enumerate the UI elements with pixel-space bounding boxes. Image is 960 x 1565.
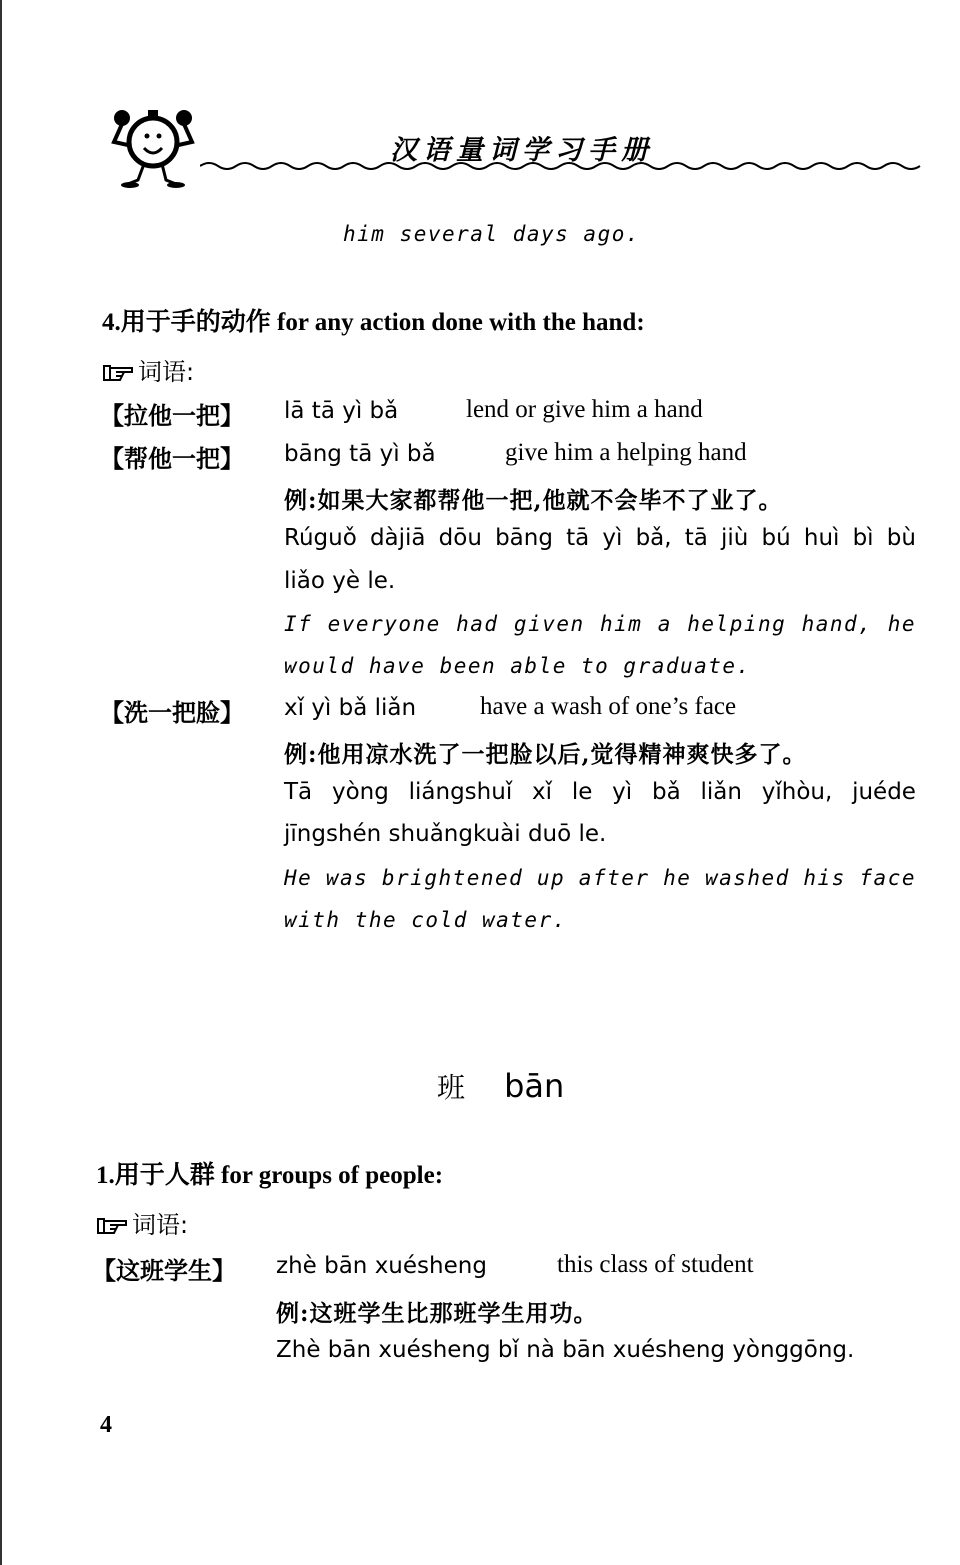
heading-chinese: 用于人群 <box>114 1162 215 1189</box>
vocab-pinyin: zhè bān xuésheng <box>276 1253 487 1279</box>
vocab-term: 【拉他一把】 <box>100 402 244 430</box>
example-pinyin-cont: liǎo yè le. <box>284 568 396 594</box>
continuation-english: him several days ago. <box>343 222 641 246</box>
page-number: 4 <box>100 1412 112 1438</box>
wavy-rule <box>200 158 925 172</box>
vocab-pinyin: xǐ yì bǎ liǎn <box>284 695 417 721</box>
running-header <box>100 98 925 193</box>
stopwatch-mascot-icon <box>100 98 210 190</box>
example-pinyin: Rúguǒ dàjiā dōu bāng tā yì bǎ, tā jiù bú huì bì bù <box>284 525 916 551</box>
example-english: If everyone had given him a helping hand, he <box>284 612 916 636</box>
example-chinese: 例:如果大家都帮他一把,他就不会毕不了业了。 <box>284 487 783 514</box>
heading-number: 4. <box>102 309 121 336</box>
example-pinyin: Zhè bān xuésheng bǐ nà bān xuésheng yònggōng. <box>276 1337 855 1363</box>
headword-pinyin: bān <box>504 1067 565 1105</box>
book-title: 汉语量词学习手册 <box>390 135 654 166</box>
vocab-term: 【洗一把脸】 <box>100 699 244 727</box>
example-english-cont: would have been able to graduate. <box>284 654 751 678</box>
vocab-term: 【帮他一把】 <box>100 445 244 473</box>
entry-headword <box>437 1066 564 1106</box>
example-english: He was brightened up after he washed his face <box>284 866 916 890</box>
pointing-hand-icon <box>102 362 136 384</box>
pointing-hand-icon <box>96 1215 130 1237</box>
heading-english: for any action done with the hand <box>277 309 637 336</box>
vocab-label: 词语: <box>96 1205 188 1240</box>
vocab-gloss: give him a helping hand <box>505 439 747 466</box>
example-chinese: 例:这班学生比那班学生用功。 <box>276 1300 598 1327</box>
section-heading: 1.用于人群 for groups of people: <box>96 1162 444 1189</box>
page-edge-line <box>0 0 2 1565</box>
vocab-term: 【这班学生】 <box>92 1257 236 1285</box>
section-heading: 4.用于手的动作 for any action done with the hand: <box>102 309 645 336</box>
vocab-gloss: have a wash of one’s face <box>480 693 737 720</box>
heading-english: for groups of people <box>221 1162 435 1189</box>
vocab-pinyin: bāng tā yì bǎ <box>284 441 436 467</box>
heading-number: 1. <box>96 1162 115 1189</box>
headword-character: 班 <box>437 1071 466 1104</box>
vocab-label: 词语: <box>102 352 194 387</box>
example-english-cont: with the cold water. <box>284 908 567 932</box>
example-pinyin-cont: jīngshén shuǎngkuài duō le. <box>284 821 607 847</box>
vocab-pinyin: lā tā yì bǎ <box>284 398 399 424</box>
vocab-gloss: lend or give him a hand <box>466 396 703 423</box>
vocab-gloss: this class of student <box>557 1251 754 1278</box>
example-pinyin: Tā yòng liángshuǐ xǐ le yì bǎ liǎn yǐhòu, juéde <box>284 779 916 805</box>
example-chinese: 例:他用凉水洗了一把脸以后,觉得精神爽快多了。 <box>284 741 807 768</box>
heading-chinese: 用于手的动作 <box>120 309 271 336</box>
